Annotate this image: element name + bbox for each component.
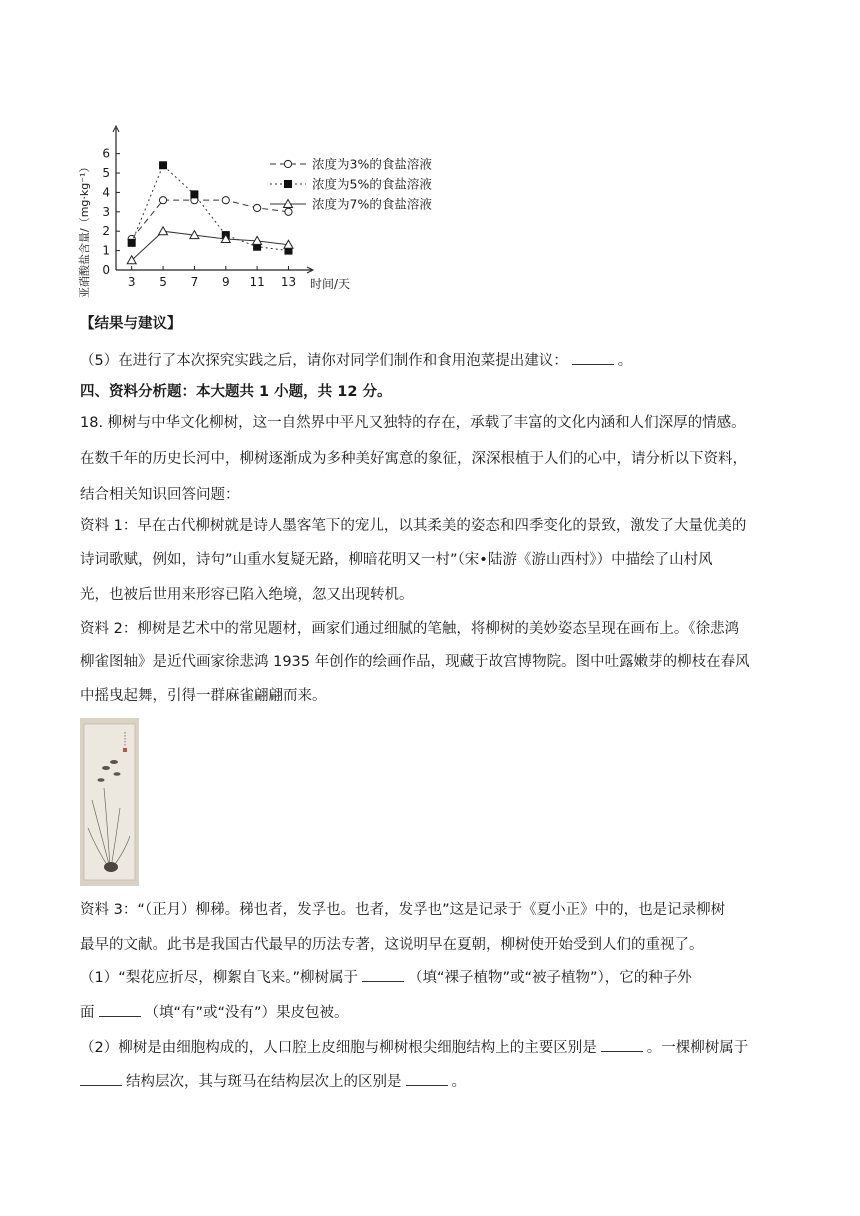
y-tick-label: 5 — [102, 166, 110, 181]
answer-blank[interactable] — [406, 1071, 448, 1086]
q5-period: 。 — [617, 353, 633, 369]
y-axis-label: 亚硝酸盐含量/（mg·kg⁻¹） — [78, 161, 91, 298]
series-line — [132, 231, 289, 260]
x-tick-label: 3 — [127, 275, 136, 289]
data-point — [159, 161, 167, 169]
answer-blank[interactable] — [362, 967, 404, 982]
q2-text-c: 结构层次，其与斑马在结构层次上的区别是 — [126, 1074, 402, 1090]
y-tick-label: 3 — [102, 204, 110, 219]
legend-label: 浓度为7%的食盐溶液 — [312, 196, 432, 212]
x-tick-label: 13 — [280, 275, 297, 289]
material-2-line-2: 柳雀图轴》是近代画家徐悲鸿 1935 年创作的绘画作品，现藏于故宫博物院。图中吐露嫩芽的柳枝在春风 — [80, 654, 750, 670]
nitrite-line-chart — [74, 112, 474, 302]
x-tick-label: 9 — [221, 275, 230, 289]
data-point — [159, 197, 166, 204]
x-tick-label: 5 — [159, 275, 167, 289]
x-tick-label: 7 — [190, 275, 199, 289]
result-heading: 【结果与建议】 — [80, 316, 182, 332]
legend-marker — [284, 160, 291, 167]
material-1-line-1: 资料 1：早在古代柳树就是诗人墨客笔下的宠儿，以其柔美的姿态和四季变化的景致，激发了大量优美的 — [80, 518, 747, 534]
legend-label: 浓度为3%的食盐溶液 — [312, 156, 432, 172]
legend-marker — [284, 180, 292, 188]
y-tick-label: 1 — [102, 243, 110, 258]
section-4-title: 四、资料分析题：本大题共 1 小题，共 12 分。 — [80, 384, 392, 400]
material-1-line-2: 诗词歌赋，例如，诗句”山重水复疑无路，柳暗花明又一村”（宋•陆游《游山西村》）中描绘了山村风 — [80, 552, 713, 568]
answer-blank[interactable] — [601, 1037, 643, 1052]
willow-sparrow-painting — [80, 718, 139, 886]
data-point — [190, 190, 198, 198]
y-tick-label: 0 — [102, 263, 110, 277]
question-2-line-1 — [80, 1037, 780, 1058]
material-3-line-2: 最早的文献。此书是我国古代最早的历法专著，这说明早在夏朝，柳树使开始受到人们的重视了。 — [80, 937, 704, 953]
question-1-line-2 — [80, 1002, 780, 1023]
answer-blank[interactable] — [80, 1071, 122, 1086]
x-tick-label: 11 — [249, 275, 265, 289]
material-2-line-1: 资料 2：柳树是艺术中的常见题材，画家们通过细腻的笔触，将柳树的美妙姿态呈现在画布上。《徐悲鸿 — [80, 621, 740, 637]
q18-line-2: 在数千年的历史长河中，柳树逐渐成为多种美好寓意的象征，深深根植于人们的心中，请分析以下资料， — [80, 451, 747, 467]
material-3-line-1: 资料 3：“（正月）柳稊。稊也者，发孚也。也者，发孚也”这是记录于《夏小正》中的，也是记录柳树 — [80, 902, 726, 918]
q18-line-1: 18. 柳树与中华文化柳树，这一自然界中平凡又独特的存在，承载了丰富的文化内涵和人们深厚的情感。 — [80, 415, 746, 431]
answer-blank[interactable] — [572, 350, 614, 365]
data-point — [128, 239, 136, 247]
q1-text-a: （1）“梨花应折尽，柳絮自飞来。”柳树属于 — [80, 970, 358, 986]
q2-text-a: （2）柳树是由细胞构成的，人口腔上皮细胞与柳树根尖细胞结构上的主要区别是 — [80, 1040, 597, 1056]
data-point — [285, 208, 292, 215]
y-tick-label: 6 — [102, 146, 110, 161]
data-point — [222, 197, 229, 204]
q5-text: （5）在进行了本次探究实践之后，请你对同学们制作和食用泡菜提出建议： — [80, 353, 568, 369]
q1-text-b: （填“裸子植物”或“被子植物”），它的种子外 — [408, 970, 692, 986]
material-2-line-3: 中摇曳起舞，引得一群麻雀翩翩而来。 — [80, 688, 327, 704]
data-point — [254, 204, 261, 211]
q1-text-d: （填“有”或“没有”）果皮包被。 — [144, 1005, 349, 1021]
y-tick-label: 4 — [102, 185, 110, 200]
q1-text-c: 面 — [80, 1005, 95, 1021]
y-tick-label: 2 — [102, 224, 110, 239]
question-1-line-1 — [80, 967, 780, 988]
series-line — [132, 200, 289, 239]
question-2-line-2 — [80, 1071, 780, 1092]
answer-blank[interactable] — [99, 1002, 141, 1017]
data-point — [159, 227, 168, 235]
q18-line-3: 结合相关知识回答问题： — [80, 487, 240, 503]
q2-text-d: 。 — [451, 1074, 466, 1090]
question-5 — [80, 350, 780, 371]
q2-text-b: 。一棵柳树属于 — [646, 1040, 749, 1056]
material-1-line-3: 光，也被后世用来形容已陷入绝境，忽又出现转机。 — [80, 587, 414, 603]
legend-label: 浓度为5%的食盐溶液 — [312, 176, 432, 192]
x-axis-label: 时间/天 — [310, 277, 351, 291]
